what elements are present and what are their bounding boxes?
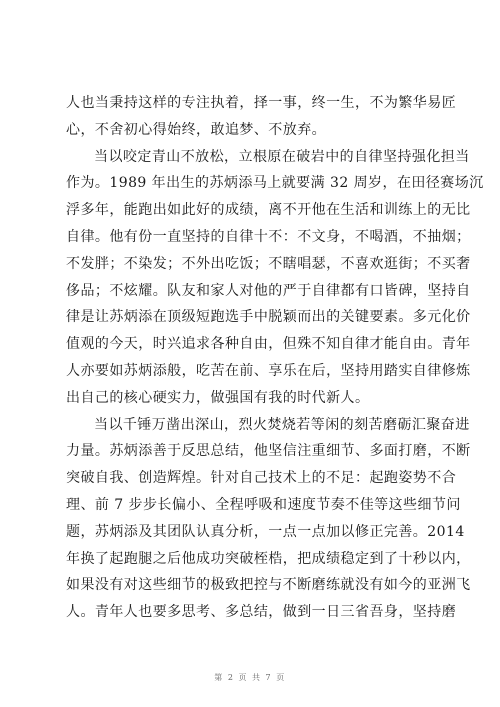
text-line: 心，不舍初心得始终，敢追梦、不放弃。 bbox=[66, 121, 327, 138]
paragraph-start-line: 当以千锤万凿出深山，烈火焚烧若等闲的刻苦磨砺汇聚奋进 bbox=[94, 416, 470, 433]
text-line: 理、前 7 步步长偏小、全程呼吸和速度节奏不佳等这些细节问 bbox=[66, 496, 461, 513]
text-line: 人也当秉持这样的专注执着，择一事，终一生，不为繁华易匠 bbox=[66, 95, 457, 111]
text-line: 侈品；不炫耀。队友和家人对他的严于自律都有口皆碑，坚持自 bbox=[66, 282, 471, 299]
text-line: 律是让苏炳添在顶级短跑选手中脱颖而出的关键要素。多元化价 bbox=[66, 309, 471, 326]
page-number-footer: 第 2 页 共 7 页 bbox=[214, 673, 286, 682]
text-line: 值观的今天，时兴追求各种自由，但殊不知自律才能自由。青年 bbox=[66, 336, 471, 353]
text-line: 力量。苏炳添善于反思总结，他坚信注重细节、多面打磨，不断 bbox=[66, 443, 471, 460]
text-line: 自律。他有份一直坚持的自律十不：不文身，不喝酒，不抽烟； bbox=[66, 228, 471, 245]
text-line: 人。青年人也要多思考、多总结，做到一日三省吾身，坚持磨 bbox=[66, 604, 457, 621]
text-line: 突破自我、创造辉煌。针对自己技术上的不足：起跑姿势不合 bbox=[66, 470, 457, 487]
text-line: 作为。1989 年出生的苏炳添马上就要满 32 周岁，在田径赛场沉 bbox=[66, 175, 484, 192]
text-line: 人亦要如苏炳添般，吃苦在前、享乐在后，坚持用踏实自律修炼 bbox=[66, 362, 471, 379]
paragraph-start-line: 当以咬定青山不放松，立根原在破岩中的自律坚持强化担当 bbox=[94, 148, 470, 165]
text-line: 年换了起跑腿之后他成功突破桎梏，把成绩稳定到了十秒以内， bbox=[66, 550, 471, 567]
text-line: 如果没有对这些细节的极致把控与不断磨练就没有如今的亚洲飞 bbox=[66, 577, 471, 594]
text-line: 浮多年，能跑出如此好的成绩，离不开他在生活和训练上的无比 bbox=[66, 202, 471, 219]
body-text bbox=[66, 90, 484, 626]
text-line: 题，苏炳添及其团队认真分析，一点一点加以修正完善。2014 bbox=[66, 523, 465, 540]
text-line: 出自己的核心硬实力，做强国有我的时代新人。 bbox=[66, 389, 370, 406]
text-line: 不发胖；不染发；不外出吃饭；不瞎唱瑟，不喜欢逛街；不买奢 bbox=[66, 255, 471, 272]
